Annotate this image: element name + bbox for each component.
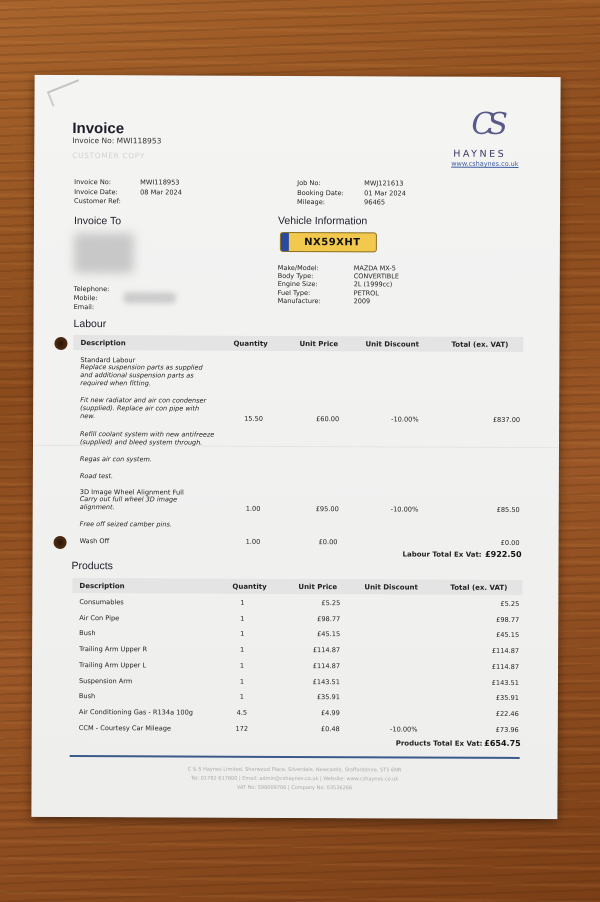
alignment-title: 3D Image Wheel Alignment Full — [79, 488, 184, 497]
note-line: required when fitting. — [80, 378, 151, 388]
meta-left-values — [140, 178, 182, 197]
footer-text — [69, 765, 519, 794]
wash-off-title: Wash Off — [79, 537, 110, 546]
product-description: Air Con Pipe — [79, 613, 120, 622]
invoice-number-line: Invoice No: MWI118953 — [72, 136, 162, 146]
wash-off-price: £0.00 — [318, 538, 338, 547]
punch-hole-bottom — [54, 536, 67, 549]
invoice-to-heading: Invoice To — [73, 215, 122, 228]
product-total: £22.46 — [495, 709, 519, 718]
product-total: £5.25 — [500, 599, 520, 608]
contact-labels — [74, 285, 110, 312]
product-qty: 1 — [239, 677, 245, 686]
vehicle-info-heading: Vehicle Information — [277, 214, 368, 228]
labour-heading: Labour — [73, 318, 107, 331]
product-qty: 1 — [239, 645, 245, 654]
wash-off-total: £0.00 — [500, 538, 520, 547]
standard-labour-price: £60.00 — [316, 415, 340, 424]
note-line: Fit new radiator and air con condenser — [80, 396, 207, 405]
note-line: Carry out full wheel 3D image — [79, 495, 178, 504]
alignment-notes — [80, 496, 177, 512]
meta-right-values — [364, 179, 406, 208]
plate-text: NX59XHT — [304, 236, 361, 248]
product-qty: 4.5 — [236, 708, 248, 717]
col-unit-discount: Unit Discount — [364, 583, 418, 592]
footer-rule — [70, 755, 520, 758]
engine-size-value: 2L (1999cc) — [353, 280, 393, 289]
invoice-no-label: Invoice No: — [74, 178, 112, 187]
product-description: Bush — [78, 692, 96, 701]
product-total: £98.77 — [496, 615, 520, 624]
product-total: £45.15 — [496, 631, 520, 640]
col-description: Description — [79, 582, 125, 591]
note-line: (supplied) and bleed system through. — [80, 437, 203, 447]
product-qty: 172 — [235, 724, 249, 733]
alignment-price: £95.00 — [315, 505, 339, 514]
invoice-title: Invoice — [72, 120, 125, 138]
company-website-link[interactable]: www.cshaynes.co.uk — [451, 159, 519, 168]
punch-hole-top — [54, 337, 67, 350]
labour-total-label: Labour Total Ex Vat: — [402, 550, 482, 559]
product-price: £143.51 — [312, 677, 340, 686]
make-model-label: Make/Model: — [277, 263, 319, 273]
manufacture-label: Manufacture: — [277, 296, 321, 305]
col-quantity: Quantity — [233, 339, 268, 348]
engine-size-label: Engine Size: — [277, 280, 318, 289]
footer-address: C & S Haynes Limited, Sherwood Place, Silverdale, Newcastle, Staffordshire, ST5 6NR — [187, 766, 402, 774]
products-total-value: £654.75 — [484, 738, 521, 748]
standard-labour-notes-1 — [80, 364, 202, 388]
note-line: alignment. — [79, 502, 115, 512]
product-qty: 1 — [240, 614, 245, 623]
invoice-sheet — [31, 75, 560, 819]
product-price: £5.25 — [321, 599, 341, 608]
note-line: Replace suspension parts as supplied — [80, 363, 203, 372]
col-total: Total (ex. VAT) — [450, 583, 508, 592]
product-qty: 1 — [240, 598, 245, 607]
product-description: Trailing Arm Upper L — [79, 660, 147, 670]
alignment-qty: 1.00 — [245, 504, 261, 513]
body-type-label: Body Type: — [277, 272, 314, 281]
company-logo: CS — [471, 106, 502, 142]
standard-labour-notes-2 — [80, 397, 206, 421]
staple-mark — [47, 79, 85, 106]
product-description: Air Conditioning Gas - R134a 100g — [78, 707, 193, 717]
company-name: HAYNES — [453, 148, 507, 160]
product-description: Consumables — [79, 598, 124, 607]
job-no-label: Job No: — [297, 179, 321, 188]
footer-contact: Tel: 01782 617800 | Email: admin@cshaynes.co.uk | Website: www.cshaynes.co.uk — [190, 775, 399, 783]
meta-left-labels — [74, 178, 121, 207]
redacted-address — [74, 233, 134, 273]
product-price: £114.87 — [312, 646, 341, 655]
product-description: Bush — [79, 629, 96, 638]
product-qty: 1 — [240, 630, 245, 639]
booking-date-label: Booking Date: — [297, 188, 344, 197]
product-qty: 1 — [239, 692, 245, 701]
redacted-mobile — [124, 292, 176, 303]
product-qty: 1 — [239, 661, 245, 670]
product-total: £114.87 — [491, 646, 520, 656]
col-unit-discount: Unit Discount — [365, 340, 419, 349]
standard-labour-discount: -10.00% — [391, 415, 419, 424]
col-unit-price: Unit Price — [299, 340, 339, 349]
vehicle-values — [354, 264, 399, 305]
col-description: Description — [80, 339, 126, 348]
labour-total-value: £922.50 — [485, 549, 522, 559]
product-price: £114.87 — [312, 661, 341, 670]
product-price: £4.99 — [320, 709, 340, 718]
note-line: and additional suspension parts as — [80, 370, 194, 380]
invoice-date-value: 08 Mar 2024 — [140, 187, 182, 197]
product-total: £114.87 — [491, 662, 520, 671]
col-quantity: Quantity — [232, 582, 267, 591]
product-price: £35.91 — [316, 693, 340, 702]
product-description: Suspension Arm — [78, 676, 133, 685]
note-line: new. — [80, 411, 96, 420]
products-total-label: Products Total Ex Vat: — [395, 739, 483, 748]
meta-right-labels — [297, 179, 344, 208]
product-price: £0.48 — [320, 724, 340, 733]
wash-off-qty: 1.00 — [245, 537, 261, 546]
email-label: Email: — [73, 302, 95, 311]
product-discount: -10.00% — [389, 725, 418, 734]
standard-labour-qty: 15.50 — [244, 414, 264, 423]
vehicle-labels — [278, 264, 321, 305]
standard-labour-note-regas: Regas air con system. — [79, 455, 152, 464]
mileage-value: 96465 — [364, 198, 386, 207]
job-no-value: MWJ121613 — [364, 179, 404, 188]
products-heading: Products — [71, 560, 113, 573]
booking-date-value: 01 Mar 2024 — [364, 188, 406, 198]
standard-labour-notes-3 — [80, 431, 214, 447]
invoice-no-value: MWI118953 — [140, 178, 180, 187]
telephone-label: Telephone: — [73, 285, 110, 294]
customer-copy-label: CUSTOMER COPY — [72, 151, 145, 161]
footer-registration: VAT No: 598009706 | Company No: 03536266 — [236, 784, 353, 792]
mobile-label: Mobile: — [73, 293, 98, 302]
make-model-value: MAZDA MX-5 — [353, 264, 396, 273]
alignment-discount: -10.00% — [390, 505, 419, 514]
standard-labour-title: Standard Labour — [80, 356, 136, 365]
mileage-label: Mileage: — [297, 198, 326, 207]
product-price: £98.77 — [317, 614, 341, 623]
product-description: CCM - Courtesy Car Mileage — [78, 723, 172, 733]
product-total: £143.51 — [491, 678, 519, 687]
body-type-value: CONVERTIBLE — [353, 272, 399, 281]
alignment-total: £85.50 — [496, 505, 520, 514]
note-line: (supplied). Replace air con pipe with — [80, 403, 200, 413]
product-total: £73.96 — [495, 725, 519, 734]
invoice-date-label: Invoice Date: — [74, 187, 118, 196]
number-plate — [280, 232, 377, 252]
fuel-type-value: PETROL — [353, 288, 379, 297]
note-line: Refill coolant system with new antifreeze — [80, 430, 215, 439]
product-description: Trailing Arm Upper R — [79, 645, 148, 654]
standard-labour-total: £837.00 — [492, 415, 521, 424]
fuel-type-label: Fuel Type: — [277, 288, 311, 297]
product-price: £45.15 — [317, 630, 341, 639]
plate-band — [281, 233, 289, 251]
manufacture-value: 2009 — [353, 297, 371, 306]
col-unit-price: Unit Price — [298, 583, 338, 592]
customer-ref-label: Customer Ref: — [74, 197, 121, 206]
product-total: £35.91 — [495, 694, 519, 703]
alignment-note-camber: Free off seized camber pins. — [79, 520, 172, 529]
standard-labour-note-road-test: Road test. — [79, 472, 114, 481]
col-total: Total (ex. VAT) — [451, 340, 509, 349]
